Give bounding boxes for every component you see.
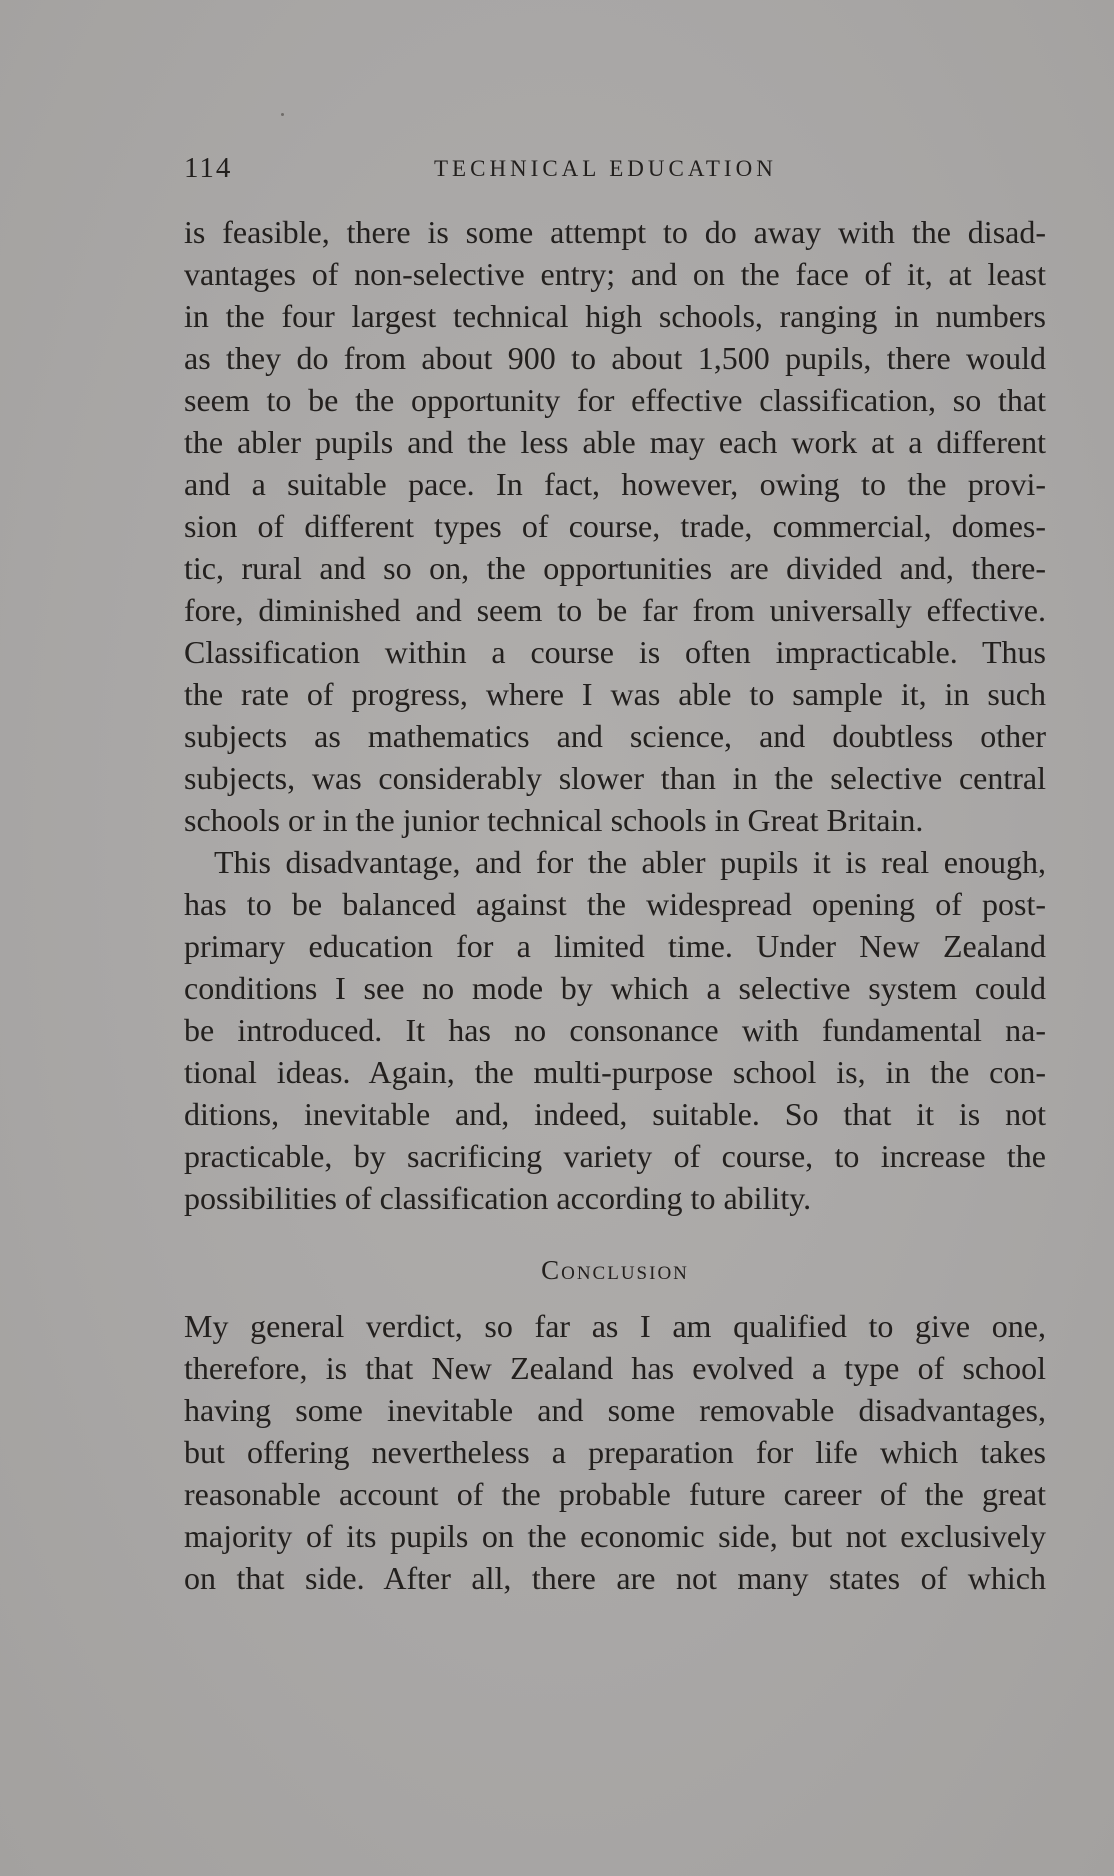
text-line: conditions I see no mode by which a selective system could bbox=[184, 970, 1046, 1006]
text-line: subjects as mathematics and science, and doubtless other bbox=[184, 718, 1046, 754]
text-line: be introduced. It has no consonance with fundamental na- bbox=[184, 1012, 1046, 1048]
text-line: practicable, by sacrificing variety of course, to increase the bbox=[184, 1138, 1046, 1174]
text-line: subjects, was considerably slower than in the selective central bbox=[184, 760, 1046, 796]
text-line: fore, diminished and seem to be far from universally effective. bbox=[184, 592, 1046, 628]
paragraph-1 bbox=[184, 211, 1046, 841]
body-text bbox=[184, 211, 1046, 1599]
text-line: in the four largest technical high schools, ranging in numbers bbox=[184, 298, 1046, 334]
text-line: has to be balanced against the widespread opening of post- bbox=[184, 886, 1046, 922]
text-line: Classification within a course is often impracticable. Thus bbox=[184, 634, 1046, 670]
text-line: reasonable account of the probable future career of the great bbox=[184, 1476, 1046, 1512]
paragraph-3 bbox=[184, 1305, 1046, 1599]
text-line: ditions, inevitable and, indeed, suitable. So that it is not bbox=[184, 1096, 1046, 1132]
text-line: My general verdict, so far as I am qualified to give one, bbox=[184, 1308, 1046, 1344]
text-line: sion of different types of course, trade, commercial, domes- bbox=[184, 508, 1046, 544]
text-line: tional ideas. Again, the multi-purpose school is, in the con- bbox=[184, 1054, 1046, 1090]
page-header bbox=[184, 150, 1046, 190]
text-line: and a suitable pace. In fact, however, owing to the provi- bbox=[184, 466, 1046, 502]
text-line: but offering nevertheless a preparation for life which takes bbox=[184, 1434, 1046, 1470]
text-line: vantages of non-selective entry; and on the face of it, at least bbox=[184, 256, 1046, 292]
text-line: primary education for a limited time. Under New Zealand bbox=[184, 928, 1046, 964]
text-line: having some inevitable and some removable disadvantages, bbox=[184, 1392, 1046, 1428]
page-number: 114 bbox=[184, 152, 233, 184]
text-line: therefore, is that New Zealand has evolved a type of school bbox=[184, 1350, 1046, 1386]
text-line: seem to be the opportunity for effective classification, so that bbox=[184, 382, 1046, 418]
text-line: the rate of progress, where I was able to sample it, in such bbox=[184, 676, 1046, 712]
text-line: on that side. After all, there are not many states of which bbox=[184, 1560, 1046, 1596]
section-heading: Conclusion bbox=[541, 1255, 689, 1285]
text-line: majority of its pupils on the economic side, but not exclusively bbox=[184, 1518, 1046, 1554]
text-line: possibilities of classification according to ability. bbox=[184, 1180, 812, 1216]
running-head: TECHNICAL EDUCATION bbox=[434, 156, 777, 181]
text-line: This disadvantage, and for the abler pupils it is real enough, bbox=[214, 844, 1046, 880]
text-line: the abler pupils and the less able may each work at a different bbox=[184, 424, 1046, 460]
text-line: as they do from about 900 to about 1,500 pupils, there would bbox=[184, 340, 1046, 376]
text-line: is feasible, there is some attempt to do away with the disad- bbox=[184, 214, 1046, 250]
paragraph-2 bbox=[184, 841, 1046, 1219]
text-line: tic, rural and so on, the opportunities are divided and, there- bbox=[184, 550, 1046, 586]
page-speck bbox=[281, 113, 284, 116]
text-line: schools or in the junior technical schools in Great Britain. bbox=[184, 802, 924, 838]
